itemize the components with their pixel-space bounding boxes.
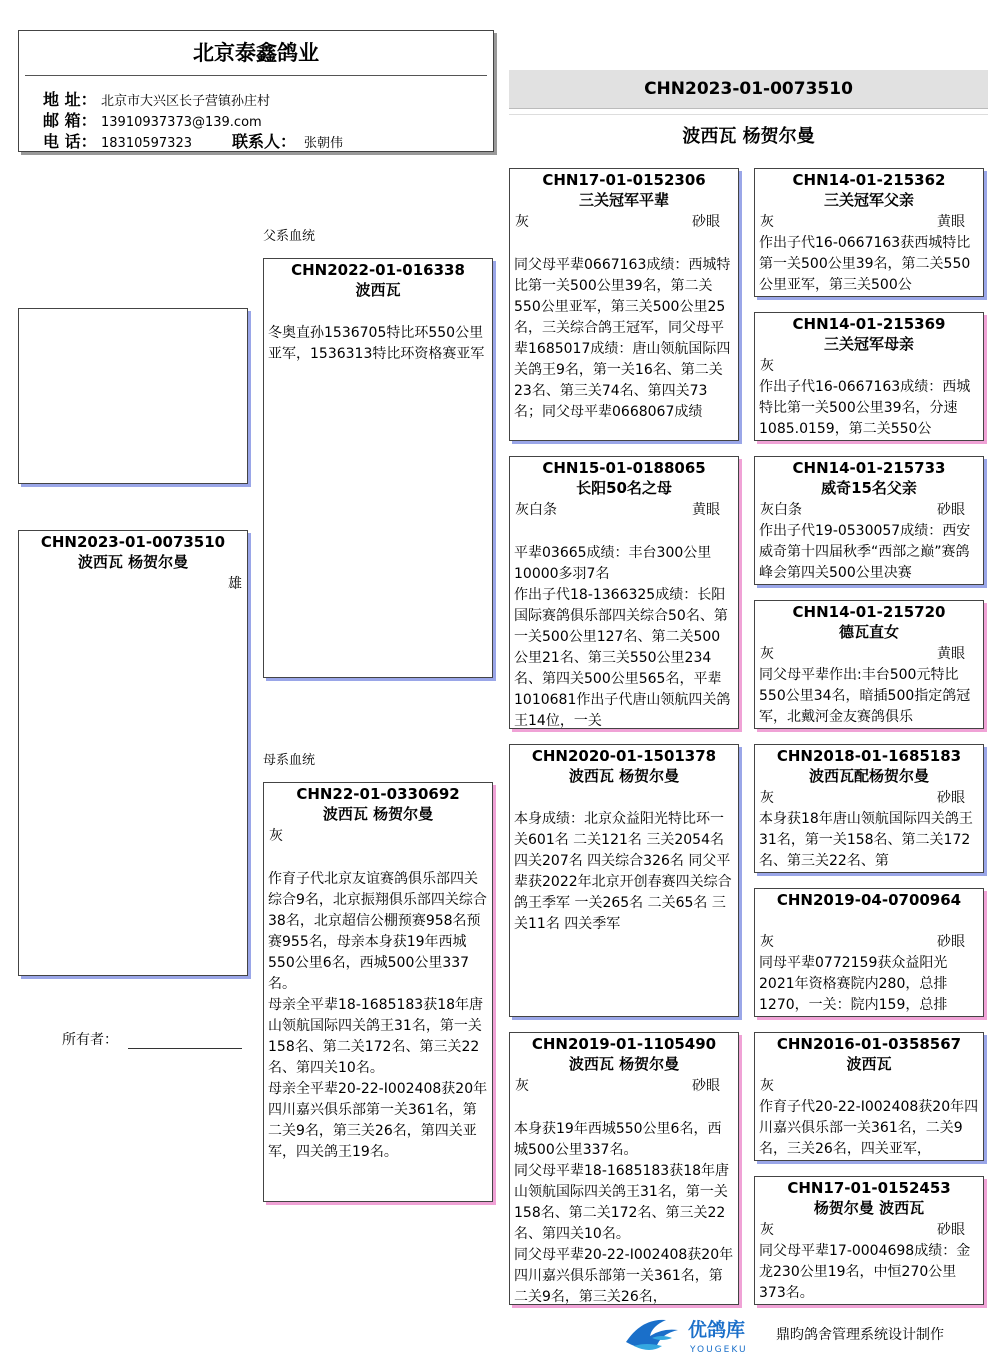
sds-color-row [755,499,983,521]
sire-dam-ring: CHN15-01-0188065 [542,459,706,477]
dam-dam-color-row [510,1075,738,1097]
address-row [43,87,270,110]
ssd-name: 三关冠军母亲 [823,335,914,353]
sire-dam-color: 灰白条 [515,502,557,518]
pigeon-logo-icon [622,1312,762,1356]
photo-box [18,308,248,484]
footer-credit: 鼎昀鸽舍管理系统设计制作 [776,1327,944,1343]
subject-card [18,530,248,976]
dam-dam-ring: CHN2019-01-1105490 [531,1035,717,1053]
sss-notes: 作出子代16-0667163获西城特比第一关500公里39名，第二关550公里亚军，第三关500公 [759,235,971,293]
sss-name: 三关冠军父亲 [823,191,914,209]
dam-color: 灰 [269,828,283,844]
sire-ring: CHN2022-01-016338 [291,261,465,279]
kennel-header [18,30,494,152]
email-label: 邮 箱： [43,111,97,130]
dss-notes: 本身获18年唐山领航国际四关鸽王31名，第一关158名、第二关172名、第三关22名、第 [759,811,973,869]
sdd-ring: CHN14-01-215720 [792,603,946,621]
dds-card [754,1032,984,1161]
subject-name: 波西瓦 杨贺尔曼 [77,553,189,571]
contact-label: 联系人： [231,132,296,151]
dam-sire-card [509,744,739,1017]
ddd-color: 灰 [760,1222,774,1238]
sds-eye: 砂眼 [937,502,965,518]
address-value: 北京市大兴区长子营镇孙庄村 [101,94,271,109]
sdd-card [754,600,984,729]
dam-sire-ring: CHN2020-01-1501378 [531,747,717,765]
dds-color: 灰 [760,1078,774,1094]
dds-ring: CHN2016-01-0358567 [776,1035,962,1053]
sire-dam-card [509,456,739,729]
sire-sire-name: 三关冠军平辈 [578,191,669,209]
dds-color-row [755,1075,983,1097]
ddd-name: 杨贺尔曼 波西瓦 [813,1199,925,1217]
sire-name: 波西瓦 [355,281,401,299]
dsd-card [754,888,984,1017]
dss-color-row [755,787,983,809]
phone-label: 电 话： [43,132,97,151]
sire-sire-color-row [510,211,738,233]
ssd-color: 灰 [760,358,774,374]
title-divider [509,114,988,115]
dam-sire-name: 波西瓦 杨贺尔曼 [568,767,680,785]
dam-ring: CHN22-01-0330692 [296,785,460,803]
sss-color: 灰 [760,214,774,230]
sds-ring: CHN14-01-215733 [792,459,946,477]
dsd-color-row [755,931,983,953]
ddd-color-row [755,1219,983,1241]
ssd-ring: CHN14-01-215369 [792,315,946,333]
sdd-color: 灰 [760,646,774,662]
spacer [264,847,492,869]
dsd-notes: 同母平辈0772159获众益阳光2021年资格赛院内280，总排1270，一关：院内159，总排 [759,955,948,1013]
spacer [510,1097,738,1119]
dss-name: 波西瓦配杨贺尔曼 [808,767,929,785]
dam-name: 波西瓦 杨贺尔曼 [322,805,434,823]
logo-subtext: YOUGEKU [690,1345,748,1355]
sdd-eye: 黄眼 [937,646,965,662]
spacer [264,301,492,323]
subject-ring-title: CHN2023-01-0073510 [509,70,988,109]
subject-ring: CHN2023-01-0073510 [40,533,226,551]
sss-card [754,168,984,297]
email-value: 13910937373@139.com [101,115,262,130]
header-divider [25,75,487,76]
yougeku-logo [622,1312,762,1356]
dam-notes: 作育子代北京友谊赛鸽俱乐部四关综合9名，北京振翔俱乐部四关综合38名，北京超信公棚预赛958名预赛955名，母亲本身获19年西城550公里6名，西城500公里337名。 母亲全平辈18-1685183获18年唐山领航国际四关鸽王31名，第一关158名、第二关172名、第三关22名、第四关10名。 母亲全平辈20-22-I002408获20年四川嘉兴俱乐部第一关361名，第二关9名，第三关26名，第四关亚军，四关鸽王19名。 [268,871,488,1160]
sds-name: 威奇15名父亲 [821,479,917,497]
dsd-name [755,910,983,931]
spacer [510,787,738,809]
address-label: 地 址： [43,90,97,109]
sire-notes: 冬奥直孙1536705特比环550公里亚军，1536313特比环资格赛亚军 [268,325,485,362]
dds-notes: 作育子代20-22-I002408获20年四川嘉兴俱乐部一关361名，二关9名，三关26名，四关亚军， [759,1099,979,1157]
ddd-card [754,1176,984,1305]
dam-dam-card [509,1032,739,1305]
spacer [510,233,738,255]
contact-value: 张朝伟 [304,136,344,151]
sire-dam-eye: 黄眼 [692,502,720,518]
sds-notes: 作出子代19-0530057成绩：西安威奇第十四届秋季“西部之巅”赛鸽峰会第四关500公里决赛 [759,523,971,581]
dam-sire-notes: 本身成绩：北京众益阳光特比环一关601名 二关121名 三关2054名 四关207名 四关综合326名 同父平辈获2022年北京开创春赛四关综合鸽王季军 一关265名 二关65名 三关11名 四关季军 [514,811,732,932]
sdd-notes: 同父母平辈作出:丰台500元特比550公里34名，暗插500指定鸽冠军，北戴河金友赛鸽俱乐 [759,667,971,725]
sire-dam-notes: 平辈03665成绩：丰台300公里10000多羽7名 作出子代18-1366325成绩：长阳国际赛鸽俱乐部四关综合50名、第一关500公里127名、第二关500公里21名、第三关550公里234名、第四关500公里565名，平辈1010681作出子代唐山领航四关鸽王14位，一关 [514,545,731,729]
phone-value: 18310597323 [101,136,192,151]
dsd-eye: 砂眼 [937,934,965,950]
sds-card [754,456,984,585]
dss-color: 灰 [760,790,774,806]
sdd-color-row [755,643,983,665]
dam-dam-notes: 本身获19年西城550公里6名，西城500公里337名。 同父母平辈18-1685183获18年唐山领航国际四关鸽王31名，第一关158名、第二关172名、第三关22名、第四关10名。 同父母平辈20-22-I002408获20年四川嘉兴俱乐部第一关361名，第二关9名，第三关26名， [514,1121,734,1305]
email-row [43,108,262,131]
dam-line-label: 母系血统 [263,753,316,768]
sire-line-label: 父系血统 [263,229,316,244]
ssd-card [754,312,984,441]
kennel-name: 北京泰鑫鸽业 [193,41,319,65]
dss-eye: 砂眼 [937,790,965,806]
dam-dam-name: 波西瓦 杨贺尔曼 [568,1055,680,1073]
sire-dam-color-row [510,499,738,521]
ddd-ring: CHN17-01-0152453 [787,1179,951,1197]
ssd-notes: 作出子代16-0667163成绩：西城特比第一关500公里39名，分速1085.0159，第二关550公 [759,379,971,437]
dsd-color: 灰 [760,934,774,950]
sss-ring: CHN14-01-215362 [792,171,946,189]
sire-sire-ring: CHN17-01-0152306 [542,171,706,189]
dss-ring: CHN2018-01-1685183 [776,747,962,765]
dam-dam-color: 灰 [515,1078,529,1094]
sds-color: 灰白条 [760,502,802,518]
dds-name: 波西瓦 [846,1055,892,1073]
phone-row [43,129,343,152]
sire-sire-notes: 同父母平辈0667163成绩：西城特比第一关500公里39名，第二关550公里亚军，第三关500公里25名，三关综合鸽王冠军，同父母平辈1685017成绩：唐山领航国际四关鸽王9名，第一关16名、第二关23名、第三关74名、第四关73名；同父母平辈0668067成绩 [514,257,731,420]
dam-card [263,782,493,1202]
owner-label: 所有者： [62,1032,118,1048]
dam-dam-eye: 砂眼 [692,1078,720,1094]
sire-dam-name: 长阳50名之母 [576,479,672,497]
logo-text: 优鸽库 [688,1319,746,1341]
sdd-name: 德瓦直女 [838,623,899,641]
owner-field [62,1029,242,1049]
sire-sire-eye: 砂眼 [692,214,720,230]
dam-color-row [264,825,492,847]
subject-name-title: 波西瓦 杨贺尔曼 [682,126,815,147]
sire-card [263,258,493,678]
spacer [510,521,738,543]
sire-sire-color: 灰 [515,214,529,230]
ssd-color-row [755,355,983,377]
dss-card [754,744,984,873]
subject-sex: 雄 [228,576,242,592]
ddd-eye: 砂眼 [937,1222,965,1238]
sire-sire-card [509,168,739,441]
ddd-notes: 同父母平辈17-0004698成绩：金龙230公里19名，中恒270公里373名。 [759,1243,971,1301]
owner-line [128,1034,242,1049]
sss-eye: 黄眼 [937,214,965,230]
sss-color-row [755,211,983,233]
dsd-ring: CHN2019-04-0700964 [776,891,962,909]
